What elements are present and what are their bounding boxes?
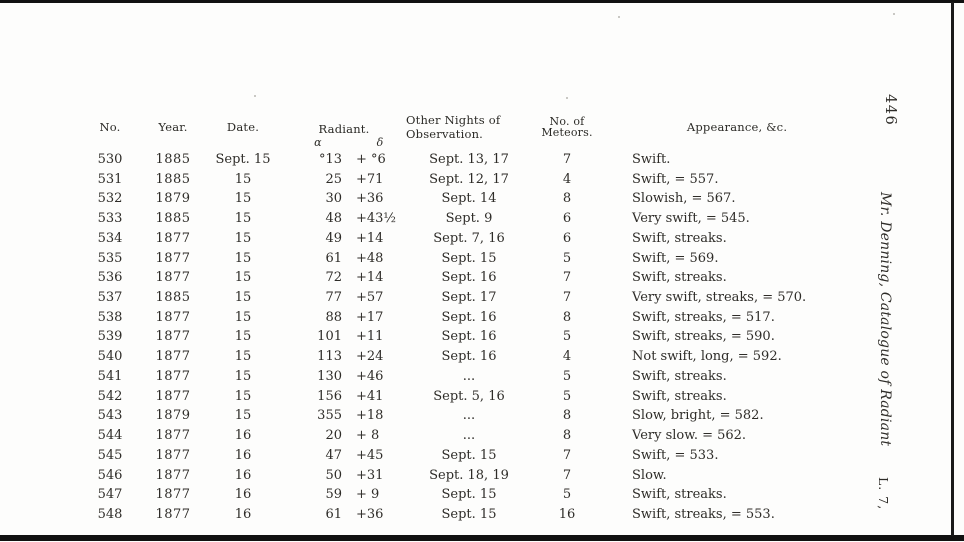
- cell-date: 15: [234, 250, 252, 266]
- cell-meteor-count: 8: [562, 428, 572, 444]
- cell-other-nights: Sept. 17: [441, 290, 497, 306]
- cell-date: 15: [234, 388, 252, 404]
- cell-appearance: Swift, streaks.: [632, 388, 727, 404]
- cell-radiant-alpha: 25: [325, 171, 342, 187]
- cell-radiant-delta: + 9: [356, 487, 380, 503]
- cell-radiant-alpha: 88: [325, 309, 342, 325]
- cell-radiant-alpha: 61: [325, 250, 342, 266]
- cell-year: 1877: [155, 388, 191, 404]
- cell-meteor-count: 5: [562, 329, 572, 345]
- cell-meteor-count: 7: [562, 270, 572, 286]
- cell-date: 15: [234, 171, 252, 187]
- col-header-delta: δ: [376, 136, 384, 149]
- cell-date: 15: [234, 211, 252, 227]
- cell-appearance: Very slow. = 562.: [632, 428, 747, 444]
- cell-appearance: Swift, streaks, = 517.: [632, 309, 775, 325]
- cell-radiant-delta: +11: [356, 329, 384, 345]
- cell-other-nights: Sept. 5, 16: [433, 388, 505, 404]
- cell-meteor-count: 4: [562, 349, 572, 365]
- cell-radiant-alpha: 59: [325, 487, 342, 503]
- cell-appearance: Swift.: [632, 152, 671, 167]
- cell-other-nights: Sept. 16: [441, 329, 497, 345]
- cell-meteor-count: 5: [562, 487, 572, 503]
- cell-meteor-count: 8: [562, 191, 572, 207]
- cell-date: 15: [234, 349, 252, 365]
- cell-radiant-delta: +14: [356, 230, 384, 246]
- cell-date: 15: [234, 368, 252, 384]
- col-header-date: Date.: [226, 120, 260, 134]
- cell-meteor-count: 5: [562, 368, 572, 384]
- cell-other-nights: Sept. 16: [441, 309, 497, 325]
- cell-no: 530: [97, 152, 123, 167]
- cell-date: 15: [234, 329, 252, 345]
- cell-radiant-delta: +57: [356, 290, 384, 306]
- cell-radiant-delta: +36: [356, 506, 384, 522]
- cell-radiant-alpha: 50: [325, 467, 342, 483]
- page-edge-right: [951, 2, 954, 536]
- cell-radiant-alpha: 47: [325, 447, 342, 463]
- cell-radiant-delta: +41: [356, 388, 384, 404]
- cell-radiant-delta: +14: [356, 270, 384, 286]
- cell-date: 16: [234, 467, 252, 483]
- cell-meteor-count: 8: [562, 408, 572, 424]
- page-number: 446: [882, 94, 898, 127]
- cell-date: 15: [234, 408, 252, 424]
- cell-meteor-count: 7: [562, 447, 572, 463]
- scan-speck: [566, 97, 568, 99]
- radiant-label: Radiant.: [318, 122, 370, 136]
- cell-no: 543: [97, 408, 123, 424]
- cell-appearance: Not swift, long, = 592.: [632, 349, 782, 365]
- cell-date: 15: [234, 290, 252, 306]
- cell-radiant-alpha: 20: [325, 428, 342, 444]
- cell-other-nights: Sept. 15: [441, 250, 497, 266]
- cell-meteor-count: 7: [562, 152, 572, 167]
- cell-year: 1877: [155, 368, 191, 384]
- cell-other-nights: Sept. 12, 17: [429, 171, 509, 187]
- cell-year: 1877: [155, 447, 191, 463]
- running-title: Mr. Denning, Catalogue of Radiant: [877, 192, 893, 447]
- cell-other-nights: Sept. 16: [441, 270, 497, 286]
- cell-appearance: Swift, streaks.: [632, 270, 727, 286]
- cell-no: 532: [97, 191, 123, 207]
- cell-radiant-alpha: 48: [325, 211, 342, 227]
- page-edge-top: [0, 0, 964, 3]
- cell-other-nights: Sept. 14: [441, 191, 497, 207]
- cell-appearance: Slow.: [632, 467, 667, 483]
- cell-no: 535: [97, 250, 123, 266]
- cell-appearance: Swift, streaks.: [632, 368, 727, 384]
- cell-no: 546: [97, 467, 123, 483]
- col-header-appearance: Appearance, &c.: [686, 120, 788, 134]
- cell-date: 15: [234, 191, 252, 207]
- cell-radiant-alpha: 77: [325, 290, 342, 306]
- cell-other-nights: Sept. 15: [441, 506, 497, 522]
- cell-appearance: Swift, = 533.: [632, 447, 719, 463]
- cell-radiant-delta: + °6: [356, 152, 386, 167]
- cell-year: 1877: [155, 487, 191, 503]
- cell-appearance: Swift, = 557.: [632, 171, 719, 187]
- col-header-alpha: α: [314, 136, 322, 149]
- cell-year: 1877: [155, 467, 191, 483]
- cell-radiant-alpha: 355: [317, 408, 342, 424]
- cell-radiant-delta: +48: [356, 250, 384, 266]
- cell-no: 541: [97, 368, 123, 384]
- cell-radiant-alpha: 156: [317, 388, 342, 404]
- col-header-year: Year.: [158, 120, 188, 134]
- cell-no: 533: [97, 211, 123, 227]
- cell-other-nights: Sept. 18, 19: [429, 467, 509, 483]
- cell-radiant-delta: +18: [356, 408, 384, 424]
- cell-radiant-alpha: 113: [317, 349, 342, 365]
- cell-no: 536: [97, 270, 123, 286]
- cell-no: 539: [97, 329, 123, 345]
- cell-radiant-alpha: 130: [317, 368, 342, 384]
- cell-appearance: Swift, = 569.: [632, 250, 719, 266]
- cell-no: 531: [97, 171, 123, 187]
- cell-radiant-delta: +36: [356, 191, 384, 207]
- scan-speck: [893, 13, 895, 15]
- cell-date: 15: [234, 270, 252, 286]
- cell-appearance: Slowish, = 567.: [632, 191, 736, 207]
- cell-date: Sept. 15: [215, 152, 271, 167]
- cell-year: 1885: [155, 290, 191, 306]
- cell-meteor-count: 7: [562, 467, 572, 483]
- cell-meteor-count: 6: [562, 211, 572, 227]
- cell-year: 1879: [155, 408, 191, 424]
- cell-other-nights: ...: [462, 368, 476, 384]
- cell-appearance: Swift, streaks.: [632, 230, 727, 246]
- cell-meteor-count: 5: [562, 388, 572, 404]
- cell-year: 1877: [155, 329, 191, 345]
- cell-date: 16: [234, 506, 252, 522]
- cell-date: 16: [234, 447, 252, 463]
- cell-year: 1879: [155, 191, 191, 207]
- cell-other-nights: Sept. 13, 17: [429, 152, 509, 167]
- cell-meteor-count: 5: [562, 250, 572, 266]
- cell-other-nights: Sept. 16: [441, 349, 497, 365]
- cell-other-nights: Sept. 9: [445, 211, 493, 227]
- cell-date: 16: [234, 487, 252, 503]
- cell-no: 540: [97, 349, 123, 365]
- cell-radiant-delta: +43½: [356, 211, 397, 227]
- cell-no: 542: [97, 388, 123, 404]
- col-header-no-of-meteors: No. of Meteors.: [541, 114, 593, 139]
- cell-no: 537: [97, 290, 123, 306]
- cell-date: 15: [234, 230, 252, 246]
- cell-year: 1877: [155, 428, 191, 444]
- col-header-no: No.: [99, 120, 121, 134]
- col-header-radiant: [282, 104, 406, 150]
- cell-other-nights: Sept. 15: [441, 487, 497, 503]
- cell-year: 1877: [155, 309, 191, 325]
- cell-radiant-delta: + 8: [356, 428, 380, 444]
- cell-date: 15: [234, 309, 252, 325]
- cell-radiant-delta: +71: [356, 171, 384, 187]
- cell-year: 1877: [155, 250, 191, 266]
- cell-radiant-delta: +31: [356, 467, 384, 483]
- cell-other-nights: ...: [462, 408, 476, 424]
- cell-radiant-alpha: 30: [325, 191, 342, 207]
- cell-year: 1877: [155, 506, 191, 522]
- cell-radiant-alpha: 61: [325, 506, 342, 522]
- cell-appearance: Slow, bright, = 582.: [632, 408, 764, 424]
- cell-no: 538: [97, 309, 123, 325]
- scan-speck: [618, 16, 620, 18]
- cell-year: 1877: [155, 349, 191, 365]
- cell-no: 547: [97, 487, 123, 503]
- cell-radiant-delta: +45: [356, 447, 384, 463]
- cell-radiant-alpha: 49: [325, 230, 342, 246]
- cell-other-nights: Sept. 7, 16: [433, 230, 505, 246]
- printer-signature: L. 7,: [876, 477, 891, 511]
- radiant-subheaders: [282, 136, 406, 149]
- cell-appearance: Swift, streaks, = 553.: [632, 506, 775, 522]
- cell-no: 544: [97, 428, 123, 444]
- cell-date: 16: [234, 428, 252, 444]
- cell-year: 1877: [155, 230, 191, 246]
- cell-meteor-count: 7: [562, 290, 572, 306]
- scan-speck: [254, 95, 256, 97]
- cell-radiant-alpha: 72: [325, 270, 342, 286]
- cell-appearance: Swift, streaks, = 590.: [632, 329, 775, 345]
- cell-meteor-count: 6: [562, 230, 572, 246]
- page-edge-bottom: [0, 535, 964, 541]
- cell-appearance: Very swift, streaks, = 570.: [632, 290, 807, 306]
- radiant-catalogue-table: [78, 104, 872, 525]
- cell-no: 545: [97, 447, 123, 463]
- cell-meteor-count: 8: [562, 309, 572, 325]
- cell-other-nights: Sept. 15: [441, 447, 497, 463]
- cell-appearance: Very swift, = 545.: [632, 211, 750, 227]
- cell-year: 1885: [155, 152, 191, 167]
- cell-year: 1885: [155, 171, 191, 187]
- cell-radiant-alpha: 101: [317, 329, 342, 345]
- col-header-other-nights: Other Nights of Observation.: [406, 113, 501, 141]
- cell-year: 1877: [155, 270, 191, 286]
- cell-radiant-delta: +24: [356, 349, 384, 365]
- cell-meteor-count: 4: [562, 171, 572, 187]
- cell-no: 534: [97, 230, 123, 246]
- cell-appearance: Swift, streaks.: [632, 487, 727, 503]
- cell-radiant-delta: +46: [356, 368, 384, 384]
- cell-radiant-alpha: °13: [318, 152, 342, 167]
- cell-year: 1885: [155, 211, 191, 227]
- cell-meteor-count: 16: [558, 506, 576, 522]
- cell-other-nights: ...: [462, 428, 476, 444]
- cell-radiant-delta: +17: [356, 309, 384, 325]
- cell-no: 548: [97, 506, 123, 522]
